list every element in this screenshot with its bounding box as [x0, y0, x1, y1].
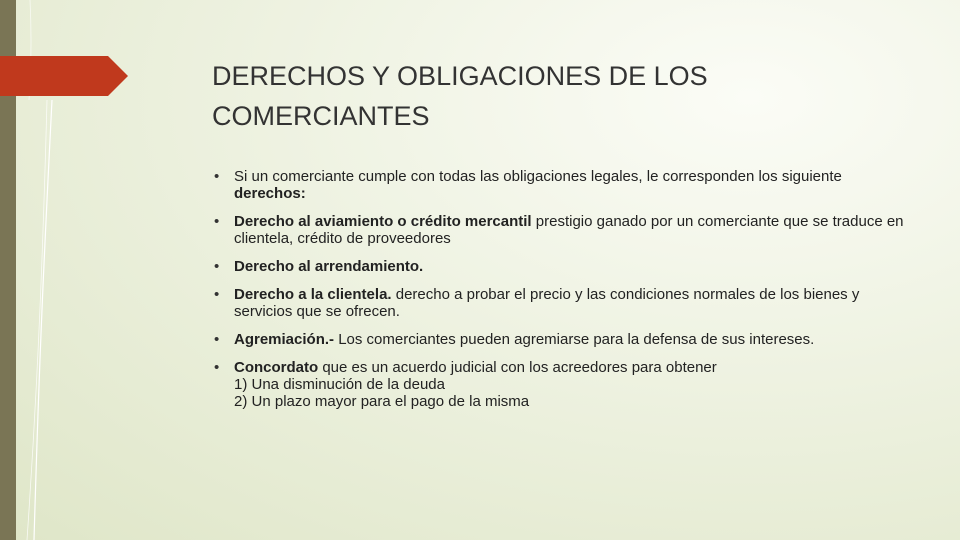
sub-item: 1) Una disminución de la deuda [234, 376, 445, 393]
bullet-dot-icon: • [214, 331, 220, 348]
bullet-dot-icon: • [214, 168, 220, 185]
bullet-dot-icon: • [214, 359, 220, 376]
bullet-item: • Si un comerciante cumple con todas las obligaciones legales, le corresponden los siguiente derechos: [214, 168, 842, 202]
slide-title: DERECHOS Y OBLIGACIONES DE LOS COMERCIANTES [212, 61, 708, 131]
bullet-item: • Concordato que es un acuerdo judicial con los acreedores para obtener 1) Una disminución de la deuda 2) Un plazo mayor para el pago de la misma [214, 359, 904, 410]
bullet-dot-icon: • [214, 258, 220, 275]
bullet-item: • Derecho al aviamiento o crédito mercantil prestigio ganado por un comerciante que se traduce en clientela, crédito de proveedores [214, 213, 904, 247]
sub-item: 2) Un plazo mayor para el pago de la misma [234, 393, 530, 410]
bullet-dot-icon: • [214, 213, 220, 230]
bullet-item: • Agremiación.- Los comerciantes pueden agremiarse para la defensa de sus intereses. [214, 331, 815, 348]
bullet-list [214, 168, 904, 410]
bullet-item: • Derecho a la clientela. derecho a probar el precio y las condiciones normales de los bienes y servicios que se ofrecen. [214, 286, 860, 320]
bullet-item: • Derecho al arrendamiento. [214, 258, 424, 275]
accent-arrow-tab [0, 56, 128, 96]
bullet-dot-icon: • [214, 286, 220, 303]
